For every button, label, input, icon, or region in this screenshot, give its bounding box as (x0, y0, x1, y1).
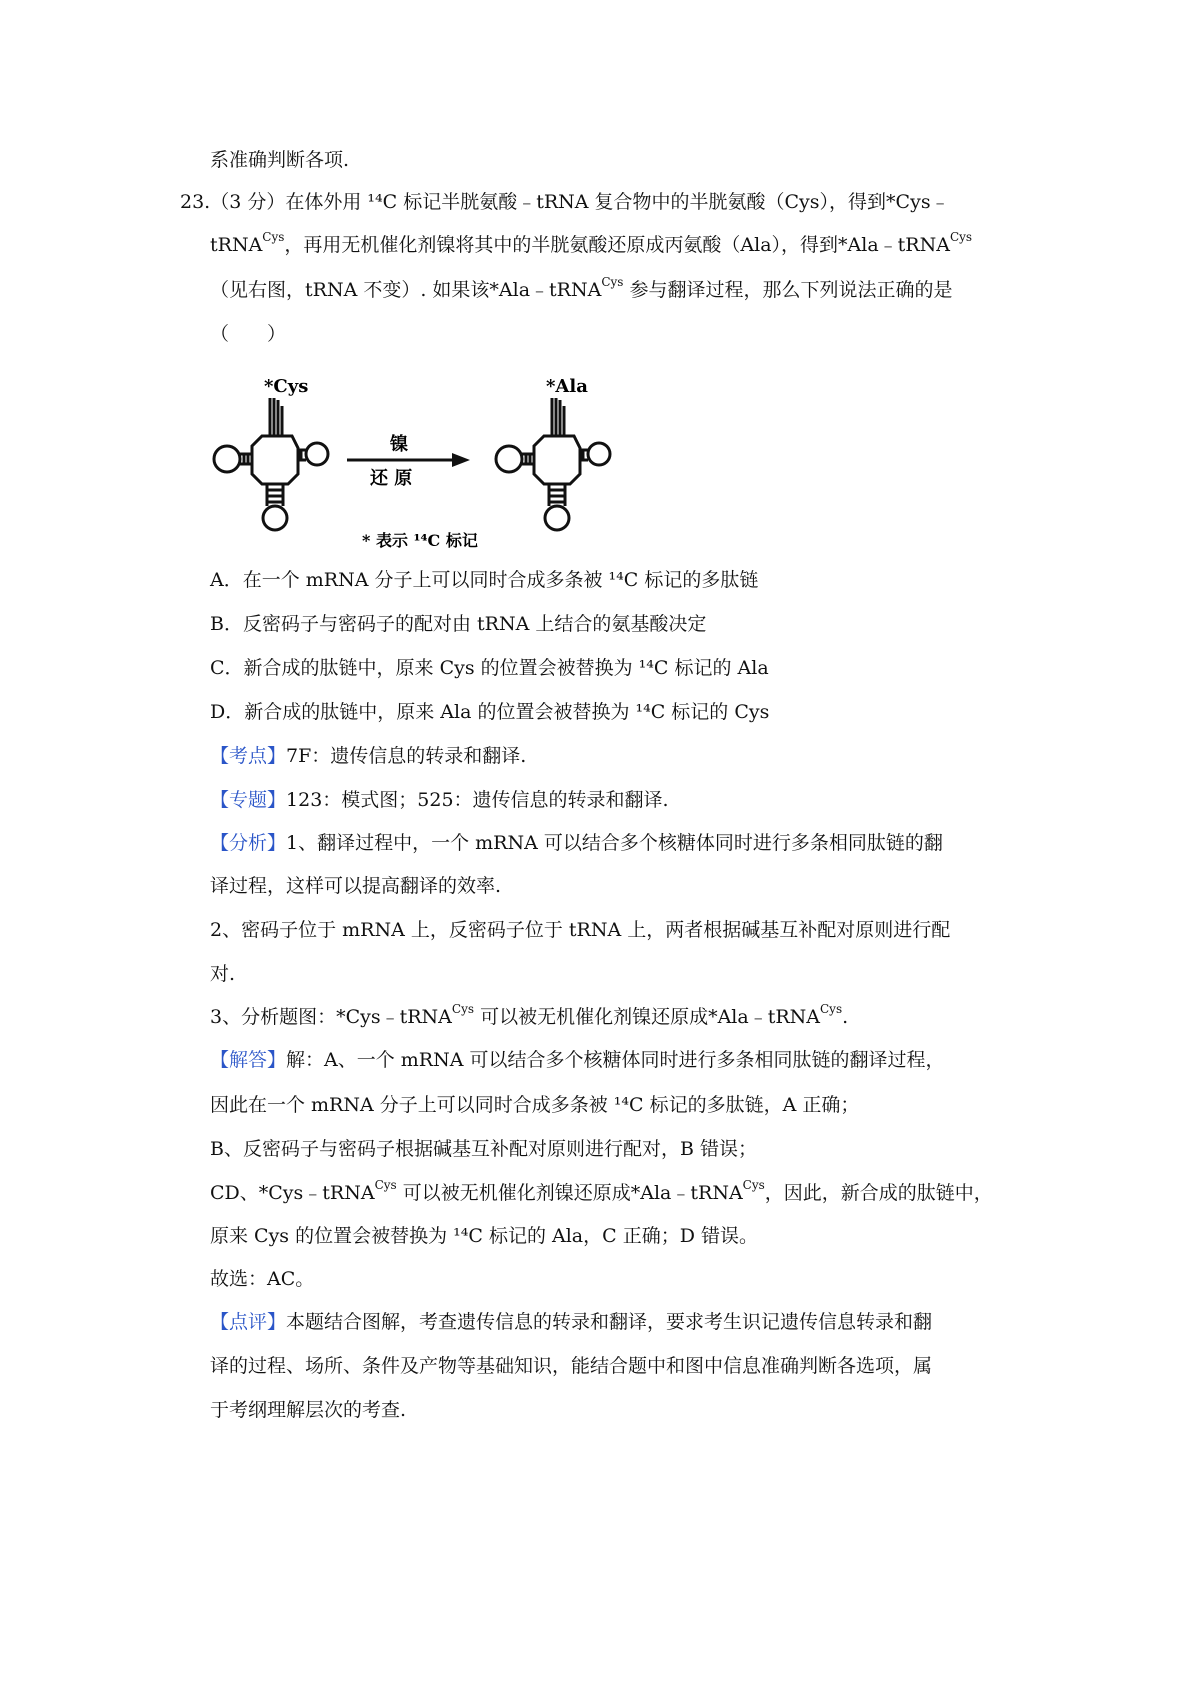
dianping-section: 【点评】本题结合图解，考查遗传信息的转录和翻译，要求考生识记遗传信息转录和翻 (210, 1311, 933, 1333)
diagram-caption: * 表示 ¹⁴C 标记 (362, 531, 478, 550)
option-c: C．新合成的肽链中，原来 Cys 的位置会被替换为 ¹⁴C 标记的 Ala (210, 657, 769, 679)
zhuanti-section: 【专题】123：模式图；525：遗传信息的转录和翻译. (210, 789, 669, 811)
jieda-line-3: B、反密码子与密码子根据碱基互补配对原则进行配对，B 错误； (210, 1138, 757, 1160)
left-trna-icon (214, 398, 328, 530)
question-line-1: 23.（3 分）在体外用 ¹⁴C 标记半胱氨酸﹣tRNA 复合物中的半胱氨酸（Cys），得到*Cys﹣ (180, 191, 950, 213)
left-label: *Cys (264, 378, 309, 397)
dianping-tag: 【点评】 (210, 1311, 287, 1333)
kaodian-tag: 【考点】 (210, 745, 287, 767)
previous-answer-tail: 系准确判断各项. (210, 149, 350, 171)
kaodian-section: 【考点】7F：遗传信息的转录和翻译. (210, 745, 527, 767)
dianping-line-2: 译的过程、场所、条件及产物等基础知识，能结合题中和图中信息准确判断各选项，属 (210, 1355, 933, 1377)
jieda-section: 【解答】解：A、一个 mRNA 可以结合多个核糖体同时进行多条相同肽链的翻译过程， (210, 1049, 945, 1071)
fenxi-line-2a: 2、密码子位于 mRNA 上，反密码子位于 tRNA 上，两者根据碱基互补配对原则进行配 (210, 919, 951, 941)
option-d: D．新合成的肽链中，原来 Ala 的位置会被替换为 ¹⁴C 标记的 Cys (210, 701, 770, 723)
fenxi-line-2b: 对. (210, 963, 236, 985)
option-a: A．在一个 mRNA 分子上可以同时合成多条被 ¹⁴C 标记的多肽链 (210, 569, 759, 591)
right-trna-icon (496, 398, 610, 530)
option-b: B．反密码子与密码子的配对由 tRNA 上结合的氨基酸决定 (210, 613, 707, 635)
jieda-line-5: 原来 Cys 的位置会被替换为 ¹⁴C 标记的 Ala，C 正确；D 错误。 (210, 1225, 758, 1247)
arrow-top-label: 镍 (390, 434, 408, 455)
zhuanti-tag: 【专题】 (210, 789, 287, 811)
question-paren: （ ） (210, 323, 287, 345)
question-line-2: tRNA$^{Cys}$，再用无机催化剂镍将其中的半胱氨酸还原成丙氨酸（Ala），得到*Ala﹣tRNA$^{Cys}$ (210, 230, 973, 256)
arrow-bottom-label: 还 原 (370, 468, 413, 489)
right-label: *Ala (546, 378, 588, 397)
fenxi-tag: 【分析】 (210, 832, 287, 854)
fenxi-line-1b: 译过程，这样可以提高翻译的效率. (210, 875, 502, 897)
fenxi-section: 【分析】1、翻译过程中，一个 mRNA 可以结合多个核糖体同时进行多条相同肽链的翻 (210, 832, 943, 854)
dianping-line-3: 于考纲理解层次的考查. (210, 1399, 407, 1421)
fenxi-line-3: 3、分析题图：*Cys﹣tRNA$^{Cys}$ 可以被无机催化剂镍还原成*Ala﹣tRNA$^{Cys}$. (210, 1002, 849, 1028)
jieda-line-2: 因此在一个 mRNA 分子上可以同时合成多条被 ¹⁴C 标记的多肽链，A 正确； (210, 1094, 860, 1116)
arrow-head-icon (452, 453, 470, 467)
question-line-3: （见右图，tRNA 不变）. 如果该*Ala﹣tRNA$^{Cys}$ 参与翻译过程，那么下列说法正确的是 (210, 275, 953, 301)
jieda-tag: 【解答】 (210, 1049, 287, 1071)
trna-reduction-diagram (212, 378, 642, 553)
jieda-line-4: CD、*Cys﹣tRNA$^{Cys}$ 可以被无机催化剂镍还原成*Ala﹣tRNA$^{Cys}$，因此，新合成的肽链中， (210, 1178, 993, 1204)
answer-choice: 故选：AC。 (210, 1268, 315, 1290)
